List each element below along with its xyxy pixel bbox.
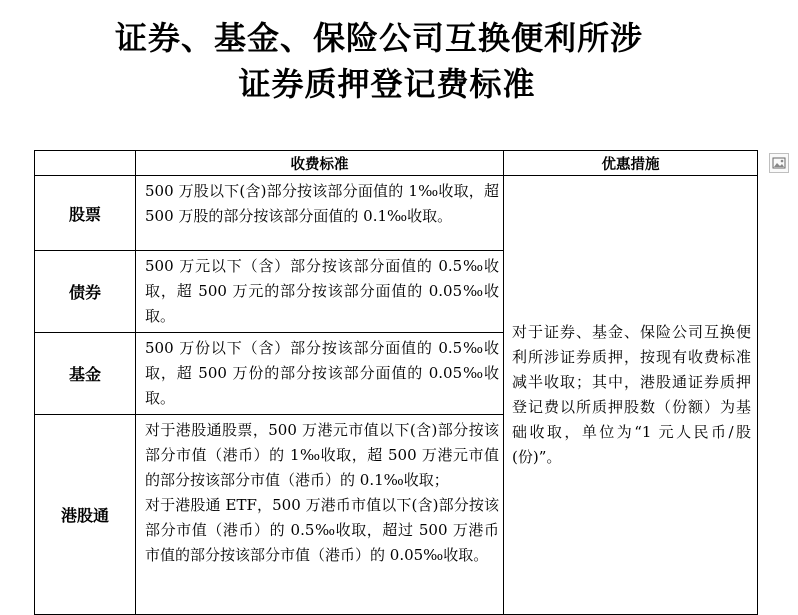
row-category: 债券 <box>35 251 136 333</box>
row-fee-standard <box>136 176 504 251</box>
row-category: 股票 <box>35 176 136 251</box>
fee-standard-text: 500 万股以下(含)部分按该部分面值的 1‰收取，超 500 万股的部分按该部分面值的 0.1‰收取。 <box>145 182 499 225</box>
row-fee-standard <box>136 251 504 333</box>
image-icon[interactable] <box>769 153 789 173</box>
row-category: 基金 <box>35 333 136 415</box>
header-fee-standard: 收费标准 <box>136 151 504 176</box>
row-category: 港股通 <box>35 415 136 615</box>
row-fee-standard <box>136 415 504 615</box>
page-title-line1: 证券、基金、保险公司互换便利所涉 <box>114 19 643 57</box>
fee-table <box>34 150 758 615</box>
fee-standard-text: 对于港股通 ETF，500 万港币市值以下(含)部分按该部分市值（港币）的 0.5‰收取，超过 500 万港币市值的部分按该部分市值（港币）的 0.05‰收取。 <box>145 496 499 564</box>
discount-text: 对于证券、基金、保险公司互换便利所涉证券质押，按现有收费标准减半收取；其中，港股通证券质押登记费以所质押股数（份额）为基础收取，单位为“1 元人民币/股(份)”。 <box>512 323 751 466</box>
header-category <box>35 151 136 176</box>
row-fee-standard <box>136 333 504 415</box>
page-title-line2: 证券质押登记费标准 <box>238 65 536 103</box>
fee-standard-text: 对于港股通股票，500 万港元市值以下(含)部分按该部分市值（港币）的 1‰收取，超 500 万港元市值的部分按该部分市值（港币）的 0.1‰收取； <box>145 421 499 489</box>
header-discount: 优惠措施 <box>504 151 758 176</box>
table-header-row <box>35 151 758 176</box>
table-row <box>35 176 758 251</box>
discount-cell <box>504 176 758 615</box>
fee-standard-text: 500 万元以下（含）部分按该部分面值的 0.5‰收取，超 500 万元的部分按该部分面值的 0.05‰收取。 <box>145 257 499 325</box>
fee-standard-text: 500 万份以下（含）部分按该部分面值的 0.5‰收取，超 500 万份的部分按该部分面值的 0.05‰收取。 <box>145 339 499 407</box>
